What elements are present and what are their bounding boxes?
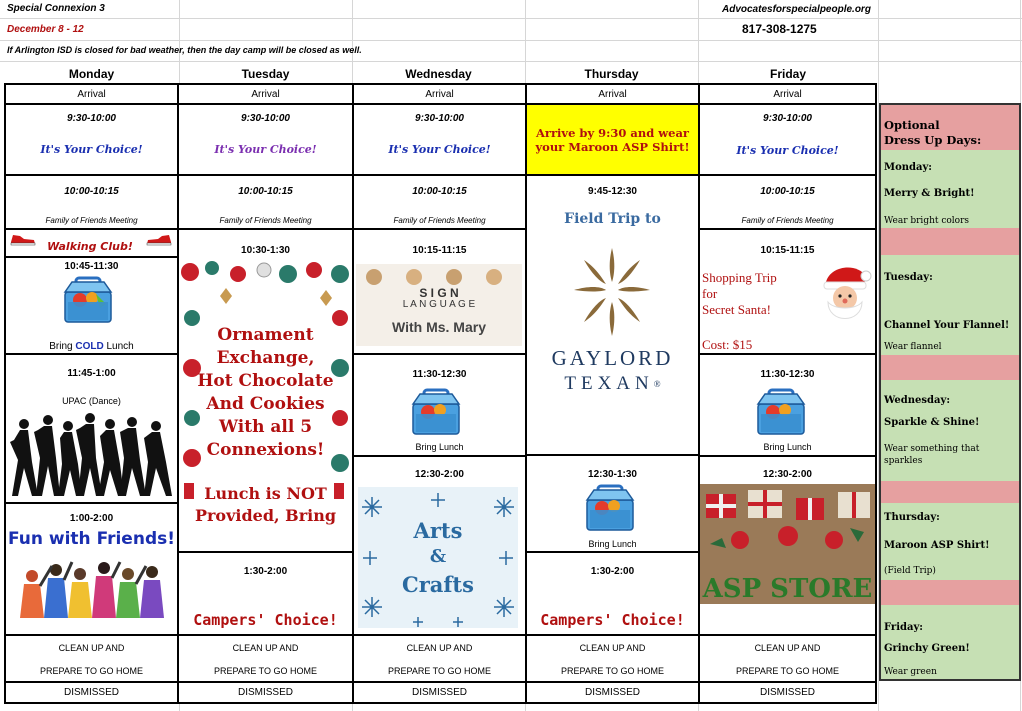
thu-time-2: 9:45-12:30 xyxy=(588,185,637,197)
thu-time-3: 12:30-1:30 xyxy=(588,468,637,480)
arrival-wednesday: Arrival xyxy=(425,88,454,100)
mon-time-3: 10:45-11:30 xyxy=(64,260,119,272)
arrival-tuesday: Arrival xyxy=(251,88,280,100)
shopping-line-2: for xyxy=(702,286,718,301)
fri-prepare: PREPARE TO GO HOME xyxy=(735,665,840,676)
day-header-thursday: Thursday xyxy=(584,66,639,81)
arrival-monday: Arrival xyxy=(77,88,106,100)
tue-dismissed: DISMISSED xyxy=(237,687,293,698)
ornament-line-5: With all 5 xyxy=(218,417,313,437)
wed-choice: It's Your Choice! xyxy=(388,142,491,156)
day-header-friday: Friday xyxy=(769,66,806,81)
dress-fri-theme: Grinchy Green! xyxy=(884,643,970,654)
walking-club: Walking Club! xyxy=(47,239,133,253)
dress-mon-label: Monday: xyxy=(884,162,932,173)
tue-family-meeting: Family of Friends Meeting xyxy=(219,216,312,225)
tue-campers-choice: Campers' Choice! xyxy=(193,611,338,629)
wed-time-5: 12:30-2:00 xyxy=(415,468,464,480)
mon-time-1: 9:30-10:00 xyxy=(67,112,116,124)
ornament-line-1: Ornament xyxy=(217,325,314,345)
mon-time-2: 10:00-10:15 xyxy=(64,185,119,197)
shopping-line-1: Shopping Trip xyxy=(702,270,777,285)
ampersand-text: & xyxy=(429,545,447,567)
thu-time-4: 1:30-2:00 xyxy=(590,565,635,577)
dress-wed-desc-2: sparkles xyxy=(884,456,923,466)
dress-wed-desc-1: Wear something that xyxy=(884,444,980,454)
shopping-cost: Cost: $15 xyxy=(702,337,753,352)
page-title: Special Connexion 3 xyxy=(7,3,105,14)
fri-time-1: 9:30-10:00 xyxy=(763,112,812,124)
lunch-not-line-1: Lunch is NOT xyxy=(204,484,327,503)
date-range: December 8 - 12 xyxy=(7,24,84,35)
tue-time-1: 9:30-10:00 xyxy=(241,112,290,124)
registered-mark: ® xyxy=(653,379,661,389)
wed-family-meeting: Family of Friends Meeting xyxy=(393,216,486,225)
dress-thu-desc: (Field Trip) xyxy=(884,566,936,576)
fri-choice: It's Your Choice! xyxy=(736,143,839,157)
wed-time-3: 10:15-11:15 xyxy=(412,244,467,256)
dress-up-title-1: Optional xyxy=(884,118,940,132)
thu-dismissed: DISMISSED xyxy=(584,687,640,698)
sneaker-icon-left xyxy=(10,232,36,246)
mon-bring-cold-lunch xyxy=(6,339,177,353)
lunch-not-provided xyxy=(179,483,352,527)
shopping-line-3: Secret Santa! xyxy=(702,302,771,317)
fri-time-4: 11:30-12:30 xyxy=(760,368,815,380)
wed-time-1: 9:30-10:00 xyxy=(415,112,464,124)
wed-prepare: PREPARE TO GO HOME xyxy=(387,665,492,676)
lunch-cold: COLD xyxy=(75,340,104,352)
lunch-post: Lunch xyxy=(103,340,134,352)
dress-up-title xyxy=(884,118,981,148)
dress-up-title-2: Dress Up Days: xyxy=(884,133,982,147)
wed-dismissed: DISMISSED xyxy=(411,687,467,698)
fri-family-meeting: Family of Friends Meeting xyxy=(741,216,834,225)
fri-time-3: 10:15-11:15 xyxy=(760,244,815,256)
arrival-thursday: Arrival xyxy=(598,88,627,100)
dress-wed-theme: Sparkle & Shine! xyxy=(884,417,980,428)
fri-bring-lunch: Bring Lunch xyxy=(763,441,812,452)
thu-prepare: PREPARE TO GO HOME xyxy=(560,665,665,676)
ornament-exchange xyxy=(179,322,352,464)
dress-wed-desc xyxy=(884,443,979,467)
mon-choice: It's Your Choice! xyxy=(40,142,143,156)
lunchbox-icon xyxy=(62,276,114,326)
arts-text: Arts xyxy=(413,517,463,543)
crafts-text: Crafts xyxy=(402,571,474,597)
day-header-wednesday: Wednesday xyxy=(405,66,472,81)
ornament-line-4: And Cookies xyxy=(206,394,325,414)
tue-time-4: 1:30-2:00 xyxy=(243,565,288,577)
with-ms-mary: With Ms. Mary xyxy=(392,319,486,335)
phone: 817-308-1275 xyxy=(742,22,817,36)
ornament-line-6: Connexions! xyxy=(206,440,325,460)
tue-prepare: PREPARE TO GO HOME xyxy=(213,665,318,676)
language-text: L A N G U A G E xyxy=(402,299,476,310)
dress-mon-theme: Merry & Bright! xyxy=(884,188,975,199)
thu-arrive-line-1: Arrive by 9:30 and wear xyxy=(536,126,689,140)
day-header-tuesday: Tuesday xyxy=(241,66,290,81)
dress-tue-theme: Channel Your Flannel! xyxy=(884,320,1010,331)
dress-tue-label: Tuesday: xyxy=(884,272,933,283)
texan-text xyxy=(527,373,698,395)
sign-text: S I G N xyxy=(419,286,459,300)
thu-arrive-line-2: your Maroon ASP Shirt! xyxy=(535,140,690,154)
dress-wed-label: Wednesday: xyxy=(884,395,951,406)
upac-dance: UPAC (Dance) xyxy=(62,395,121,406)
tue-time-3: 10:30-1:30 xyxy=(241,244,290,256)
mon-time-5: 1:00-2:00 xyxy=(69,512,114,524)
field-trip-to: Field Trip to xyxy=(564,211,661,227)
dress-fri-desc: Wear green xyxy=(884,667,937,677)
mon-prepare: PREPARE TO GO HOME xyxy=(39,665,144,676)
santa-icon xyxy=(816,262,872,326)
tue-clean-up: CLEAN UP AND xyxy=(232,642,299,653)
thu-clean-up: CLEAN UP AND xyxy=(579,642,646,653)
thu-campers-choice: Campers' Choice! xyxy=(540,611,685,629)
arrival-friday: Arrival xyxy=(773,88,802,100)
tue-choice: It's Your Choice! xyxy=(214,142,317,156)
mon-clean-up: CLEAN UP AND xyxy=(58,642,125,653)
thu-arrive-note xyxy=(527,120,698,160)
fri-time-2: 10:00-10:15 xyxy=(760,185,815,197)
dress-mon-desc: Wear bright colors xyxy=(884,216,970,226)
day-header-monday: Monday xyxy=(68,66,115,81)
fri-clean-up: CLEAN UP AND xyxy=(754,642,821,653)
texan-word: TEXAN xyxy=(564,373,654,394)
friends-group-icon xyxy=(12,560,172,620)
mon-dismissed: DISMISSED xyxy=(63,687,119,698)
ornament-line-3: Hot Chocolate xyxy=(197,371,334,391)
svg-text:G: G xyxy=(605,285,619,302)
lunch-pre: Bring xyxy=(49,340,76,352)
gaylord-text: GAYLORD xyxy=(551,346,674,370)
hand-signs-icon xyxy=(362,266,518,288)
mon-family-meeting: Family of Friends Meeting xyxy=(45,216,138,225)
lunchbox-icon xyxy=(410,388,462,438)
gaylord-sun-logo-icon xyxy=(572,246,652,338)
shopping-trip xyxy=(702,270,777,318)
mon-time-4: 11:45-1:00 xyxy=(67,367,116,379)
notice: If Arlington ISD is closed for bad weather, then the day camp will be closed as well. xyxy=(7,45,362,55)
fri-dismissed: DISMISSED xyxy=(759,687,815,698)
lunch-not-line-2: Provided, Bring xyxy=(194,506,337,525)
wed-bring-lunch: Bring Lunch xyxy=(415,441,464,452)
sneaker-icon-right xyxy=(146,232,172,246)
fri-time-5: 12:30-2:00 xyxy=(763,468,812,480)
tue-time-2: 10:00-10:15 xyxy=(238,185,293,197)
wed-time-2: 10:00-10:15 xyxy=(412,185,467,197)
lunchbox-icon xyxy=(755,388,807,438)
dress-fri-label: Friday: xyxy=(884,622,923,633)
thu-bring-lunch: Bring Lunch xyxy=(588,538,637,549)
dancers-silhouette-icon xyxy=(10,412,174,498)
dress-thu-theme: Maroon ASP Shirt! xyxy=(884,540,990,551)
website[interactable]: Advocatesforspecialpeople.org xyxy=(722,4,871,15)
dress-tue-desc: Wear flannel xyxy=(884,342,942,352)
wed-time-4: 11:30-12:30 xyxy=(412,368,467,380)
lunchbox-icon xyxy=(584,484,636,534)
dress-thu-label: Thursday: xyxy=(884,512,940,523)
wed-clean-up: CLEAN UP AND xyxy=(406,642,473,653)
fun-with-friends: Fun with Friends! xyxy=(8,529,175,549)
ornament-line-2: Exchange, xyxy=(216,348,315,368)
asp-store-text: ASP STORE xyxy=(702,574,873,604)
